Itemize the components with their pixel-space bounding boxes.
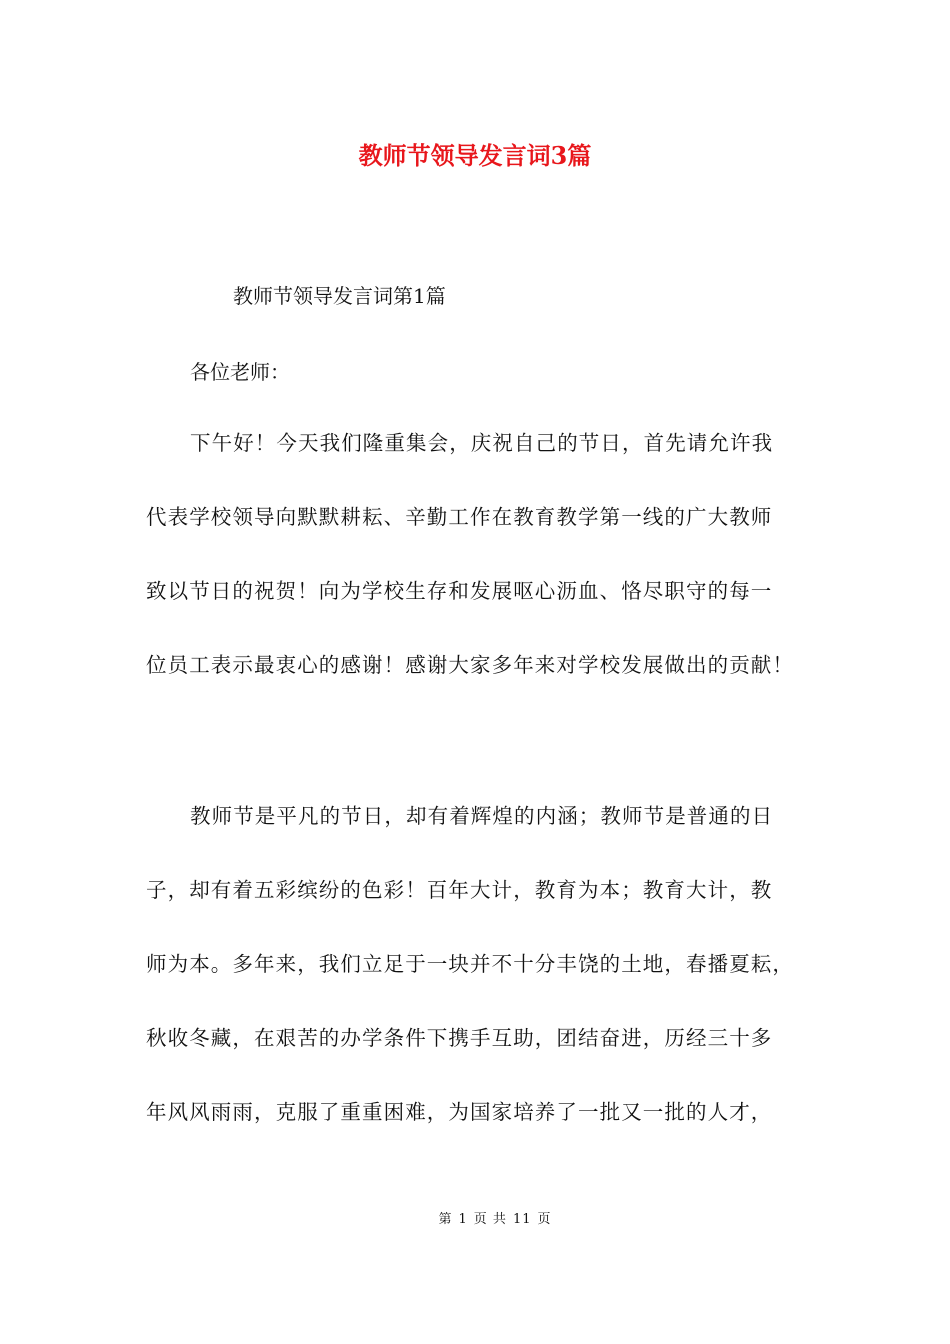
page-footer [0,1208,950,1227]
footer-prefix: 第 [438,1212,453,1227]
paragraph-line: 教师节是平凡的节日，却有着辉煌的内涵；教师节是普通的日 [190,804,774,828]
paragraph-line: 年风风雨雨，克服了重重困难，为国家培养了一批又一批的人才， [146,1100,773,1124]
paragraph-line: 师为本。多年来，我们立足于一块并不十分丰饶的土地，春播夏耘， [146,952,794,976]
paragraph-2 [146,779,826,1149]
paragraph-1 [146,406,826,702]
paragraph-line: 子，却有着五彩缤纷的色彩！百年大计，教育为本；教育大计，教 [146,878,773,902]
paragraph-line: 下午好！今天我们隆重集会，庆祝自己的节日，首先请允许我 [190,431,774,455]
paragraph-line: 秋收冬藏，在艰苦的办学条件下携手互助，团结奋进，历经三十多 [146,1026,773,1050]
paragraph-line: 致以节日的祝贺！向为学校生存和发展呕心沥血、恪尽职守的每一 [146,579,773,603]
salutation: 各位老师： [190,360,290,384]
footer-mid: 页 共 [473,1212,507,1227]
paragraph-line: 位员工表示最衷心的感谢！感谢大家多年来对学校发展做出的贡献！ [146,653,794,677]
footer-suffix: 页 [537,1212,552,1227]
paragraph-line: 代表学校领导向默默耕耘、辛勤工作在教育教学第一线的广大教师 [146,505,773,529]
document-title: 教师节领导发言词3篇 [358,141,592,170]
section-heading: 教师节领导发言词第1篇 [233,284,446,308]
footer-current-page: 1 [458,1212,468,1227]
footer-total-pages: 11 [512,1212,532,1227]
